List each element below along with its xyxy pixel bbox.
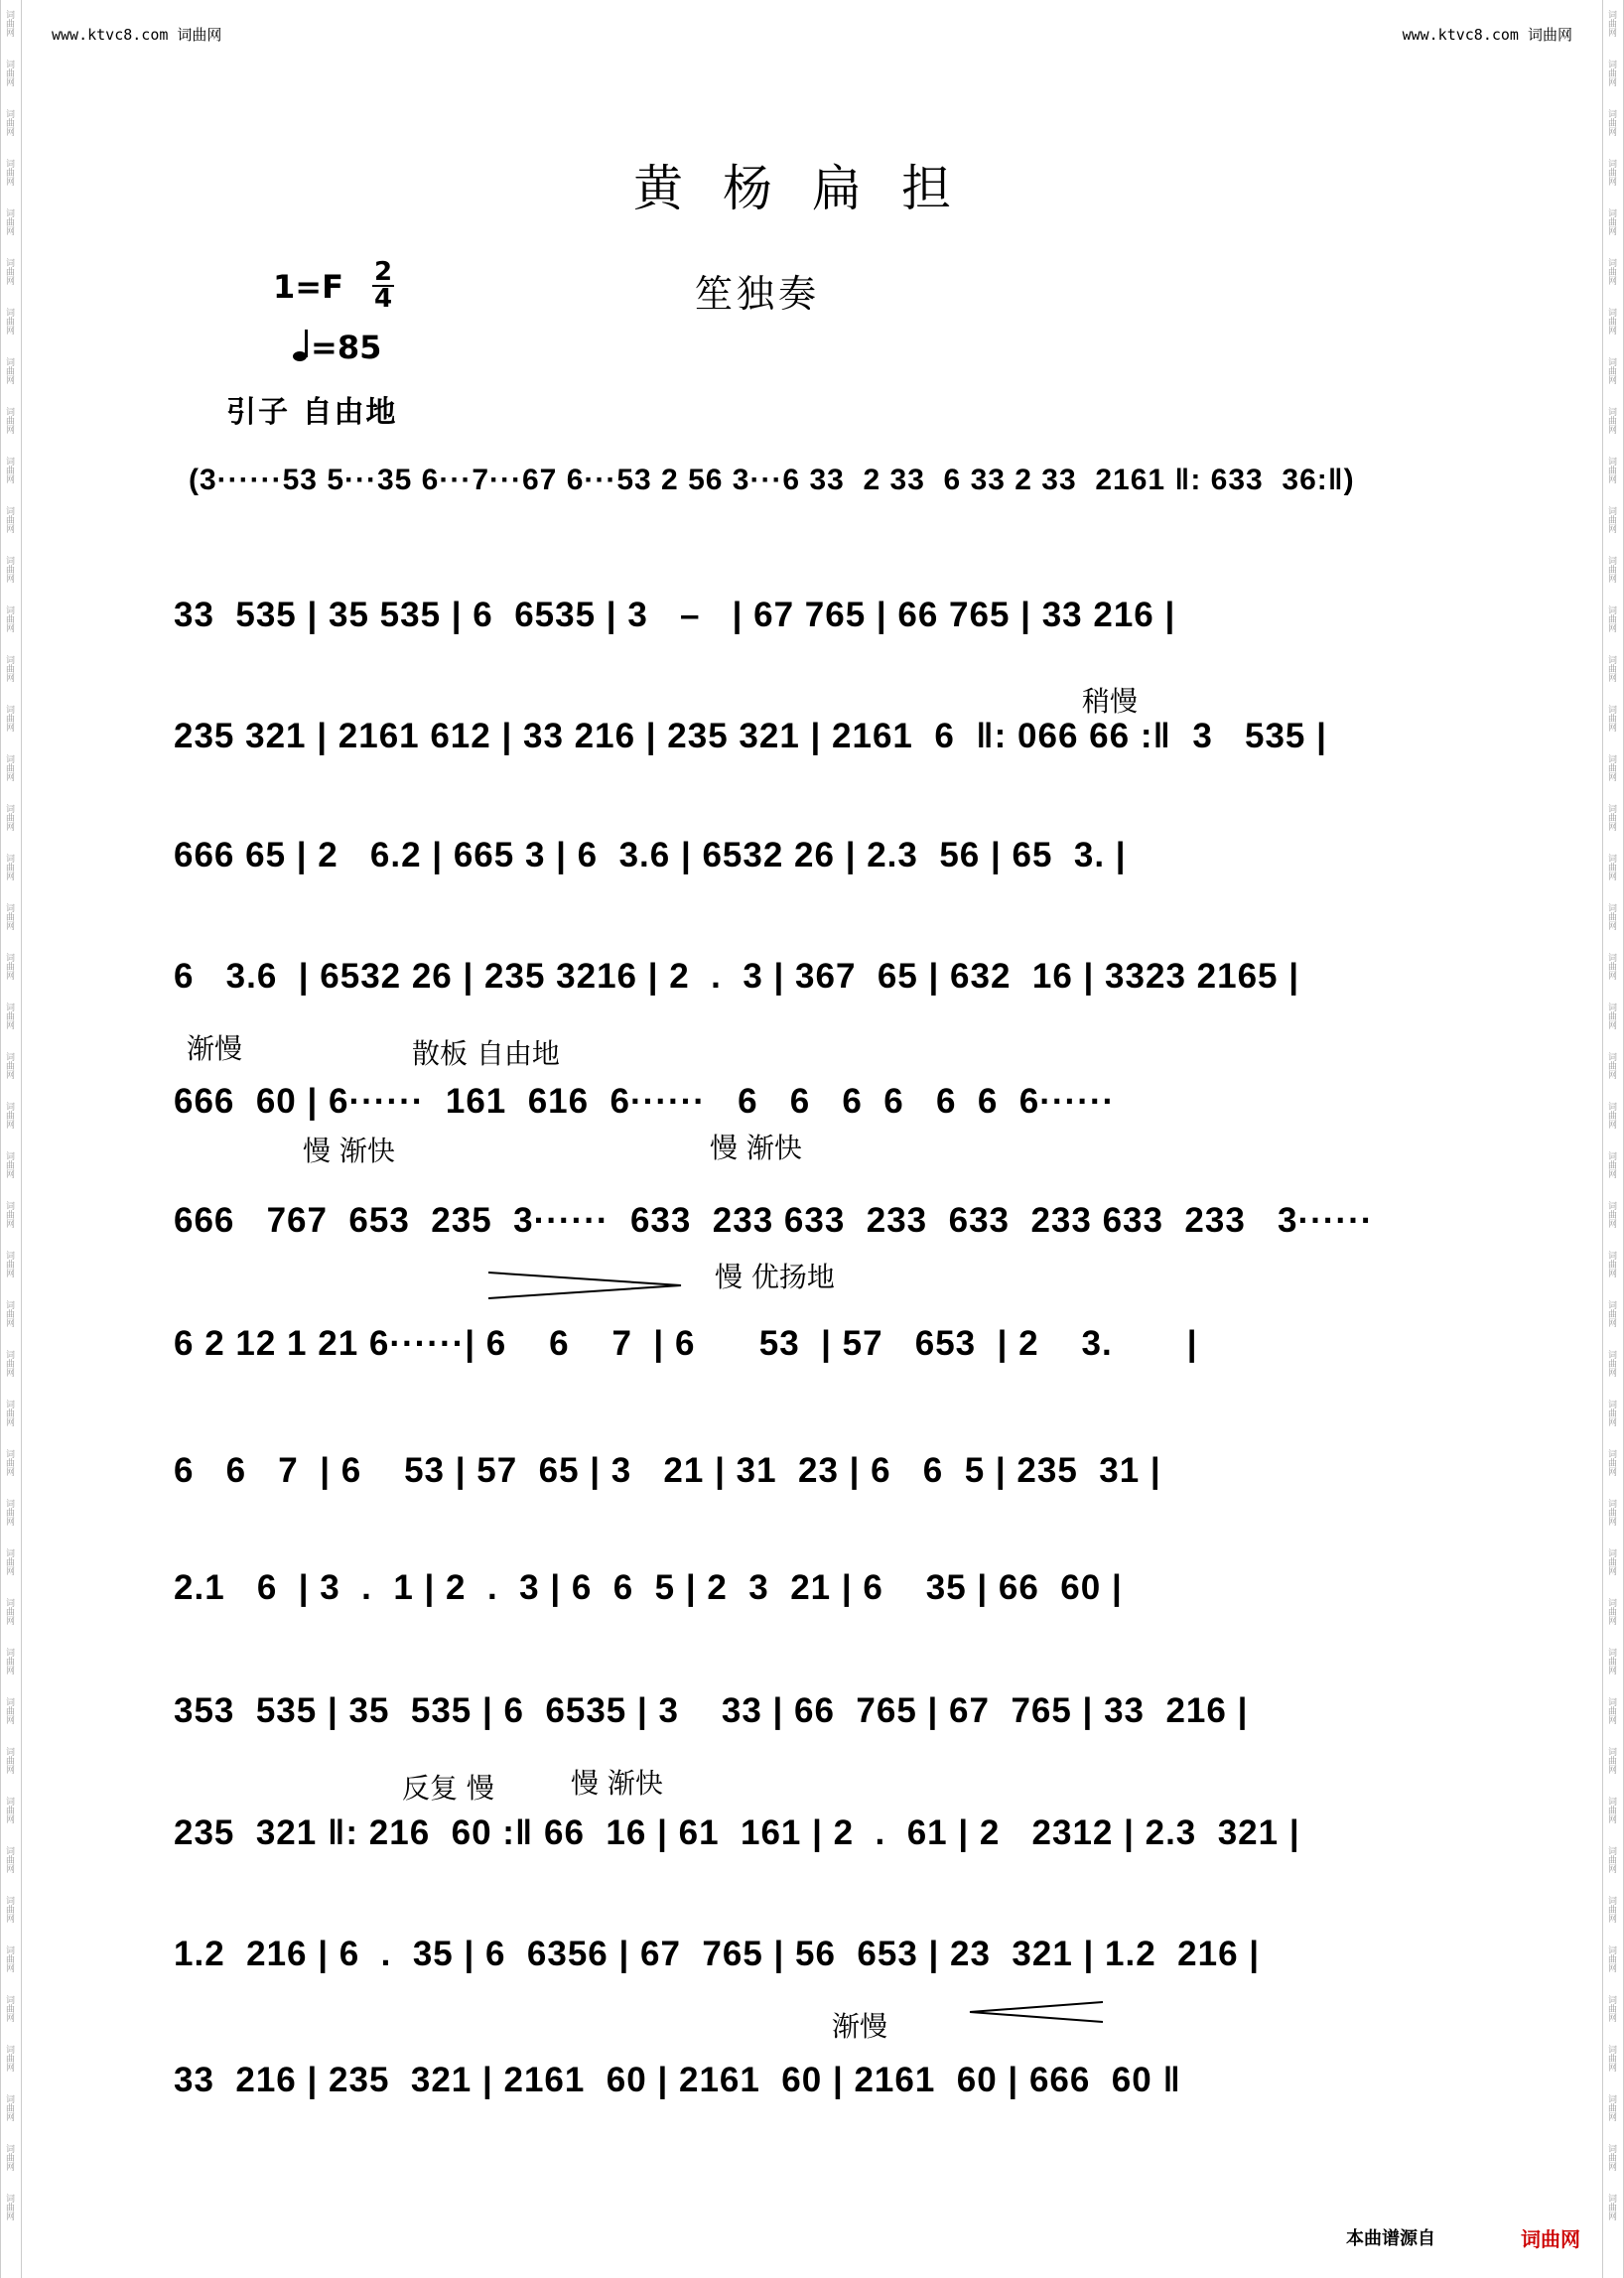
watermark-text: 词曲网 xyxy=(4,1945,14,1972)
watermark-text: 词曲网 xyxy=(1606,308,1616,335)
score-line-text: 666 767 653 235 3······ 633 233 633 233 633 233 633 233 3······ xyxy=(174,1201,1374,1240)
score-line-text: 33 535 | 35 535 | 6 6535 | 3 – | 67 765 | 66 765 | 33 216 | xyxy=(174,596,1176,634)
score-line-9 xyxy=(174,1556,1449,1626)
annotation-manjiankuai-3: 慢 渐快 xyxy=(571,1767,663,1800)
watermark-text: 词曲网 xyxy=(1606,705,1616,732)
watermark-text: 词曲网 xyxy=(1606,10,1616,37)
score-line-0 xyxy=(174,452,1449,521)
watermark-text: 词曲网 xyxy=(1606,258,1616,285)
score-line-10 xyxy=(174,1679,1449,1749)
score-line-13 xyxy=(174,2049,1449,2118)
annotation-jianman-2: 渐慢 xyxy=(832,2010,888,2043)
watermark-text: 词曲网 xyxy=(1606,655,1616,682)
watermark-text: 词曲网 xyxy=(1606,1350,1616,1377)
watermark-text: 词曲网 xyxy=(1606,1003,1616,1029)
score-line-text: 666 60 | 6······ 161 616 6······ 6 6 6 6 6 6 6······ xyxy=(174,1082,1116,1121)
instrument-subtitle: 笙独奏 xyxy=(695,272,821,316)
watermark-text: 词曲网 xyxy=(4,854,14,880)
score-line-3 xyxy=(174,824,1449,893)
watermark-text: 词曲网 xyxy=(4,1995,14,2022)
watermark-text: 词曲网 xyxy=(1606,60,1616,86)
watermark-text: 词曲网 xyxy=(4,407,14,434)
watermark-text: 词曲网 xyxy=(4,1201,14,1228)
watermark-text: 词曲网 xyxy=(1606,953,1616,980)
header-right-url[interactable]: www.ktvc8.com 词曲网 xyxy=(1402,26,1572,44)
watermark-text: 词曲网 xyxy=(4,1350,14,1377)
watermark-text: 词曲网 xyxy=(4,258,14,285)
watermark-text: 词曲网 xyxy=(1606,1102,1616,1129)
watermark-text: 词曲网 xyxy=(1606,903,1616,930)
watermark-text: 词曲网 xyxy=(1606,556,1616,583)
watermark-text: 词曲网 xyxy=(4,1697,14,1724)
watermark-text: 词曲网 xyxy=(4,903,14,930)
watermark-text: 词曲网 xyxy=(4,1598,14,1625)
song-title: 黄杨扁担 xyxy=(633,160,991,217)
watermark-text: 词曲网 xyxy=(4,457,14,483)
watermark-text: 词曲网 xyxy=(4,10,14,37)
annotation-manyouyang: 慢 优扬地 xyxy=(715,1261,835,1293)
right-margin-strip xyxy=(1602,0,1624,2278)
watermark-text: 词曲网 xyxy=(1606,1945,1616,1972)
watermark-text: 词曲网 xyxy=(1606,2045,1616,2072)
annotation-manjiankuai-2: 慢 渐快 xyxy=(710,1132,802,1164)
watermark-text: 词曲网 xyxy=(4,804,14,831)
score-line-text: (3······53 5···35 6···7···67 6···53 2 56 3···6 33 2 33 6 33 2 33 2161 ‖: 633 36:‖) xyxy=(189,464,1355,496)
watermark-text: 词曲网 xyxy=(1606,1251,1616,1277)
watermark-text: 词曲网 xyxy=(1606,754,1616,781)
watermark-text: 词曲网 xyxy=(1606,1548,1616,1575)
annotation-sanban: 散板 自由地 xyxy=(412,1037,560,1070)
watermark-text: 词曲网 xyxy=(4,1449,14,1476)
watermark-text: 词曲网 xyxy=(1606,854,1616,880)
watermark-text: 词曲网 xyxy=(4,1747,14,1774)
watermark-text: 词曲网 xyxy=(1606,457,1616,483)
score-line-8 xyxy=(174,1439,1449,1509)
watermark-text: 词曲网 xyxy=(1606,109,1616,136)
watermark-text: 词曲网 xyxy=(1606,804,1616,831)
footer-site-logo[interactable]: 词曲网 xyxy=(1521,2227,1580,2251)
score-line-text: 6 6 7 | 6 53 | 57 65 | 3 21 | 31 23 | 6 6 5 | 235 31 | xyxy=(174,1451,1161,1490)
watermark-text: 词曲网 xyxy=(4,556,14,583)
watermark-text: 词曲网 xyxy=(1606,2094,1616,2121)
watermark-text: 词曲网 xyxy=(4,1400,14,1426)
watermark-text: 词曲网 xyxy=(4,159,14,186)
annotation-shaoman: 稍慢 xyxy=(1082,685,1139,718)
watermark-text: 词曲网 xyxy=(4,1499,14,1526)
watermark-text: 词曲网 xyxy=(1606,506,1616,533)
decrescendo-hairpin-2 xyxy=(968,2000,1107,2026)
header-left-url[interactable]: www.ktvc8.com 词曲网 xyxy=(52,26,222,44)
watermark-text: 词曲网 xyxy=(1606,357,1616,384)
watermark-text: 词曲网 xyxy=(4,308,14,335)
time-signature xyxy=(372,257,394,314)
score-line-text: 666 65 | 2 6.2 | 665 3 | 6 3.6 | 6532 26 | 2.3 56 | 65 3. | xyxy=(174,836,1127,874)
watermark-text: 词曲网 xyxy=(1606,1052,1616,1079)
watermark-text: 词曲网 xyxy=(4,605,14,632)
watermark-text: 词曲网 xyxy=(1606,1896,1616,1923)
watermark-text: 词曲网 xyxy=(1606,159,1616,186)
score-line-4 xyxy=(174,945,1449,1014)
watermark-text: 词曲网 xyxy=(4,1548,14,1575)
watermark-text: 词曲网 xyxy=(4,1896,14,1923)
watermark-text: 词曲网 xyxy=(1606,208,1616,235)
annotation-fanfuman: 反复 慢 xyxy=(402,1772,494,1805)
watermark-text: 词曲网 xyxy=(4,1300,14,1327)
time-signature-bottom: 4 xyxy=(373,284,393,314)
score-line-text: 6 3.6 | 6532 26 | 235 3216 | 2 . 3 | 367 65 | 632 16 | 3323 2165 | xyxy=(174,957,1300,996)
watermark-text: 词曲网 xyxy=(4,109,14,136)
watermark-text: 词曲网 xyxy=(1606,1449,1616,1476)
watermark-text: 词曲网 xyxy=(4,1251,14,1277)
score-line-text: 235 321 | 2161 612 | 33 216 | 235 321 | 2161 6 ‖: 066 66 :‖ 3 535 | xyxy=(174,717,1327,755)
watermark-text: 词曲网 xyxy=(4,953,14,980)
annotation-manjiankuai-1: 慢 渐快 xyxy=(303,1135,395,1167)
watermark-text: 词曲网 xyxy=(1606,2194,1616,2220)
time-signature-top: 2 xyxy=(373,257,393,287)
watermark-text: 词曲网 xyxy=(1606,1151,1616,1178)
watermark-text: 词曲网 xyxy=(4,655,14,682)
watermark-text: 词曲网 xyxy=(4,2194,14,2220)
watermark-text: 词曲网 xyxy=(1606,1648,1616,1675)
watermark-text: 词曲网 xyxy=(4,1846,14,1873)
annotation-jianman-1: 渐慢 xyxy=(187,1032,243,1065)
score-line-2 xyxy=(174,705,1449,774)
tempo-marking xyxy=(293,328,381,371)
left-margin-strip xyxy=(0,0,22,2278)
watermark-text: 词曲网 xyxy=(4,2144,14,2171)
score-line-1 xyxy=(174,584,1449,653)
watermark-text: 词曲网 xyxy=(4,1102,14,1129)
watermark-text: 词曲网 xyxy=(1606,1499,1616,1526)
watermark-text: 词曲网 xyxy=(4,754,14,781)
score-line-text: 1.2 216 | 6 . 35 | 6 6356 | 67 765 | 56 653 | 23 321 | 1.2 216 | xyxy=(174,1935,1261,1973)
watermark-text: 词曲网 xyxy=(1606,1201,1616,1228)
watermark-text: 词曲网 xyxy=(1606,1400,1616,1426)
watermark-text: 词曲网 xyxy=(4,506,14,533)
watermark-text: 词曲网 xyxy=(4,208,14,235)
watermark-text: 词曲网 xyxy=(1606,1797,1616,1823)
score-line-7 xyxy=(174,1312,1449,1382)
watermark-text: 词曲网 xyxy=(1606,407,1616,434)
watermark-text: 词曲网 xyxy=(4,1797,14,1823)
watermark-text: 词曲网 xyxy=(4,1151,14,1178)
watermark-text: 词曲网 xyxy=(4,1003,14,1029)
key-signature: 1=F xyxy=(273,268,343,306)
watermark-text: 词曲网 xyxy=(1606,2144,1616,2171)
watermark-text: 词曲网 xyxy=(1606,1995,1616,2022)
watermark-text: 词曲网 xyxy=(4,1052,14,1079)
score-line-text: 235 321 ‖: 216 60 :‖ 66 16 | 61 161 | 2 . 61 | 2 2312 | 2.3 321 | xyxy=(174,1813,1300,1852)
watermark-text: 词曲网 xyxy=(1606,605,1616,632)
watermark-text: 词曲网 xyxy=(1606,1747,1616,1774)
tempo-value: =85 xyxy=(311,329,382,366)
intro-label: 引子 自由地 xyxy=(226,395,398,430)
watermark-text: 词曲网 xyxy=(1606,1300,1616,1327)
score-line-6 xyxy=(174,1189,1449,1259)
watermark-text: 词曲网 xyxy=(4,2094,14,2121)
score-line-text: 2.1 6 | 3 . 1 | 2 . 3 | 6 6 5 | 2 3 21 | 6 35 | 66 60 | xyxy=(174,1568,1123,1607)
watermark-text: 词曲网 xyxy=(1606,1846,1616,1873)
watermark-text: 词曲网 xyxy=(4,357,14,384)
watermark-text: 词曲网 xyxy=(1606,1598,1616,1625)
footer-source-label: 本曲谱源自 xyxy=(1346,2228,1435,2249)
score-line-text: 353 535 | 35 535 | 6 6535 | 3 33 | 66 765 | 67 765 | 33 216 | xyxy=(174,1691,1249,1730)
watermark-text: 词曲网 xyxy=(1606,1697,1616,1724)
watermark-text: 词曲网 xyxy=(4,1648,14,1675)
decrescendo-hairpin-1 xyxy=(486,1271,685,1300)
score-line-text: 6 2 12 1 21 6······| 6 6 7 | 6 53 | 57 653 | 2 3. | xyxy=(174,1324,1198,1363)
watermark-text: 词曲网 xyxy=(4,60,14,86)
score-line-text: 33 216 | 235 321 | 2161 60 | 2161 60 | 2161 60 | 666 60 ‖ xyxy=(174,2061,1181,2099)
score-line-11 xyxy=(174,1802,1449,1871)
score-line-12 xyxy=(174,1923,1449,1992)
watermark-text: 词曲网 xyxy=(4,2045,14,2072)
quarter-note-icon xyxy=(293,328,311,371)
watermark-text: 词曲网 xyxy=(4,705,14,732)
